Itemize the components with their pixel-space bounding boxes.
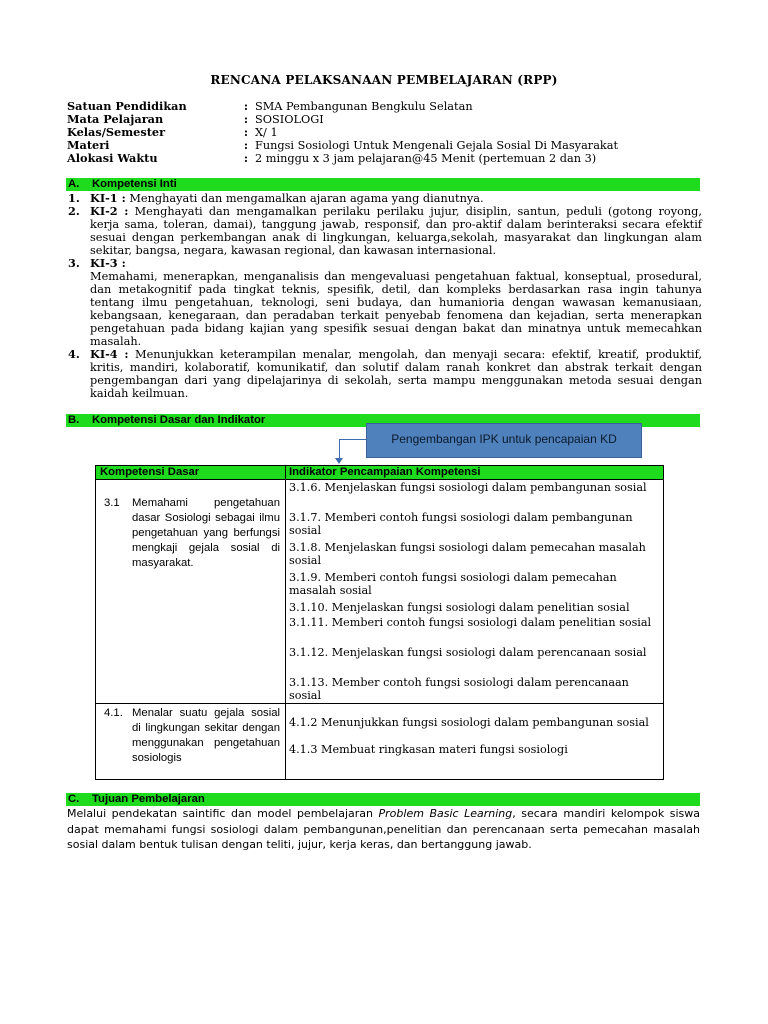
identity-value: SMA Pembangunan Bengkulu Selatan (255, 100, 473, 113)
ki-text: Menghayati dan mengamalkan ajaran agama yang dianutnya. (129, 192, 484, 205)
indicator-item (289, 646, 659, 659)
indicator-number: 3.1.10. (289, 601, 329, 614)
kd-text: Menalar suatu gejala sosial di lingkungan sekitar dengan menggunakan pengetahuan sosiologis (132, 707, 280, 764)
objective-text: Melalui pendekatan saintific dan model pembelajaran (67, 807, 379, 820)
indicator-text: Memberi contoh fungsi sosiologi dalam penelitian sosial (331, 616, 652, 629)
ki-item-1 (68, 191, 702, 205)
indicator-item (289, 616, 659, 629)
indicator-number: 3.1.11. (289, 616, 329, 629)
section-title: Tujuan Pembelajaran (92, 793, 205, 805)
indicator-number: 3.1.6. (289, 481, 322, 494)
kd-number: 4.1. (104, 707, 123, 719)
identity-colon: : (243, 112, 249, 126)
indicator-text: Membuat ringkasan materi fungsi sosiologi (321, 743, 568, 756)
column-header-indicator: Indikator Pencampaian Kompetensi (289, 466, 481, 478)
identity-block (67, 100, 707, 165)
column-divider (285, 466, 286, 779)
indicator-text: Member contoh fungsi sosiologi dalam perencanaan sosial (289, 676, 629, 702)
indicator-number: 3.1.8. (289, 541, 322, 554)
ki-number: 3. (68, 256, 80, 270)
kd-number: 3.1 (104, 497, 120, 509)
ipk-callout-box: Pengembangan IPK untuk pencapaian KD (366, 423, 642, 458)
learning-objective-paragraph (67, 806, 700, 853)
identity-label: Alokasi Waktu (67, 151, 158, 165)
identity-colon: : (243, 151, 249, 165)
ki-text: Menghayati dan mengamalkan perilaku perilaku jujur, disiplin, santun, peduli (gotong royong, kerja sama, toleran, damai), tanggung jawab, responsif, dan pro-aktif dalam berinteraksi secara efektif sesuai dengan perkembangan anak di lingkungan, keluarga,sekolah, masyarakat dan lingkungan alam sekitar, bangsa, negara, kawasan regional, dan kawasan internasional. (90, 205, 702, 257)
section-c-header (66, 793, 700, 806)
indicator-item (289, 481, 659, 494)
ki-heading: KI-1 : (90, 191, 126, 205)
identity-colon: : (243, 125, 249, 139)
column-header-kd: Kompetensi Dasar (100, 466, 200, 478)
kd-cell-4-1 (104, 706, 280, 766)
identity-value: X/ 1 (255, 126, 278, 139)
section-title: Kompetensi Inti (92, 178, 177, 190)
indicator-number: 4.1.3 (289, 743, 318, 756)
kd-text: Memahami pengetahuan dasar Sosiologi sebagai ilmu pengetahuan yang berfungsi mengkaji gejala sosial di masyarakat. (132, 497, 280, 569)
identity-value: SOSIOLOGI (255, 113, 324, 126)
ki-item-2 (68, 204, 702, 257)
ki-heading: KI-3 : (90, 256, 126, 270)
indicator-number: 3.1.12. (289, 646, 329, 659)
section-title: Kompetensi Dasar dan Indikator (92, 414, 266, 426)
indicator-item (289, 571, 659, 597)
indicator-item (289, 743, 659, 756)
indicator-text: Menjelaskan fungsi sosiologi dalam pemecahan masalah sosial (289, 541, 646, 567)
document-title: RENCANA PELAKSANAAN PEMBELAJARAN (RPP) (210, 73, 558, 87)
indicator-number: 3.1.9. (289, 571, 322, 584)
objective-model: Problem Basic Learning (378, 807, 513, 820)
ki-heading: KI-4 : (90, 347, 129, 361)
ki-item-3 (68, 256, 702, 348)
indicator-text: Menjelaskan fungsi sosiologi dalam penelitian sosial (331, 601, 630, 614)
ki-number: 4. (68, 347, 80, 361)
indicator-number: 4.1.2 (289, 716, 318, 729)
kd-indicator-table (95, 465, 664, 780)
section-letter: B. (68, 414, 80, 426)
identity-colon: : (243, 99, 249, 113)
indicator-item (289, 541, 659, 567)
identity-label: Kelas/Semester (67, 125, 166, 139)
callout-connector (339, 439, 340, 460)
section-letter: C. (68, 793, 80, 805)
identity-row-class (67, 126, 707, 139)
ki-number: 1. (68, 191, 80, 205)
indicator-text: Menunjukkan fungsi sosiologi dalam pembangunan sosial (321, 716, 649, 729)
section-a-header (66, 178, 700, 191)
identity-row-time (67, 152, 707, 165)
indicator-text: Menjelaskan fungsi sosiologi dalam pembangunan sosial (324, 481, 647, 494)
arrow-down-icon (335, 458, 343, 464)
identity-label: Materi (67, 138, 110, 152)
section-letter: A. (68, 178, 80, 190)
identity-label: Satuan Pendidikan (67, 99, 187, 113)
indicator-text: Menjelaskan fungsi sosiologi dalam perencanaan sosial (331, 646, 647, 659)
indicator-number: 3.1.13. (289, 676, 329, 689)
ki-text: Menunjukkan keterampilan menalar, mengolah, dan menyaji secara: efektif, kreatif, produktif, kritis, mandiri, kolaboratif, komunikatif, dan solutif dalam ranah konkret dan abstrak terkait dengan pengembangan dari yang dipelajarinya di sekolah, serta mampu menggunakan metoda sesuai dengan kaidah keilmuan. (90, 348, 702, 400)
ki-text: Memahami, menerapkan, menganalisis dan mengevaluasi pengetahuan faktual, konseptual, prosedural, dan metakognitif pada tingkat teknis, spesifik, detil, dan kompleks berdasarkan rasa ingin tahunya tentang ilmu pengetahuan, teknologi, seni budaya, dan humanioria dengan wawasan kemanusiaan, kebangsaan, kenegaraan, dan peradaban terkait penyebab fenomena dan kejadian, serta menerapkan pengetahuan pada bidang kajian yang spesifik sesuai dengan bakat dan minatnya untuk memecahkan masalah. (90, 270, 702, 348)
ki-heading: KI-2 : (90, 204, 129, 218)
indicator-item (289, 716, 659, 729)
objective-text: , secara mandiri kelompok siswa dapat memahami fungsi sosiologi dalam pembangunan,penelitian dan perencanaan serta pemecahan masalah sosial dalam bentuk tulisan dengan teliti, jujur, kerja keras, dan bertanggung jawab. (67, 807, 700, 851)
callout-connector (339, 439, 366, 440)
indicator-text: Memberi contoh fungsi sosiologi dalam pembangunan sosial (289, 511, 633, 537)
identity-colon: : (243, 138, 249, 152)
identity-label: Mata Pelajaran (67, 112, 164, 126)
indicator-item (289, 676, 659, 702)
indicator-item (289, 511, 659, 537)
indicator-item (289, 601, 659, 614)
ki-number: 2. (68, 204, 80, 218)
indicator-number: 3.1.7. (289, 511, 322, 524)
ki-item-4 (68, 347, 702, 400)
kd-cell-3-1 (104, 496, 280, 571)
identity-value: 2 minggu x 3 jam pelajaran@45 Menit (pertemuan 2 dan 3) (255, 152, 597, 165)
identity-value: Fungsi Sosiologi Untuk Mengenali Gejala Sosial Di Masyarakat (255, 139, 619, 152)
indicator-text: Memberi contoh fungsi sosiologi dalam pemecahan masalah sosial (289, 571, 617, 597)
identity-row-material (67, 139, 707, 152)
table-header-row (96, 466, 663, 480)
identity-row-school (67, 100, 707, 113)
row-divider (96, 703, 663, 704)
